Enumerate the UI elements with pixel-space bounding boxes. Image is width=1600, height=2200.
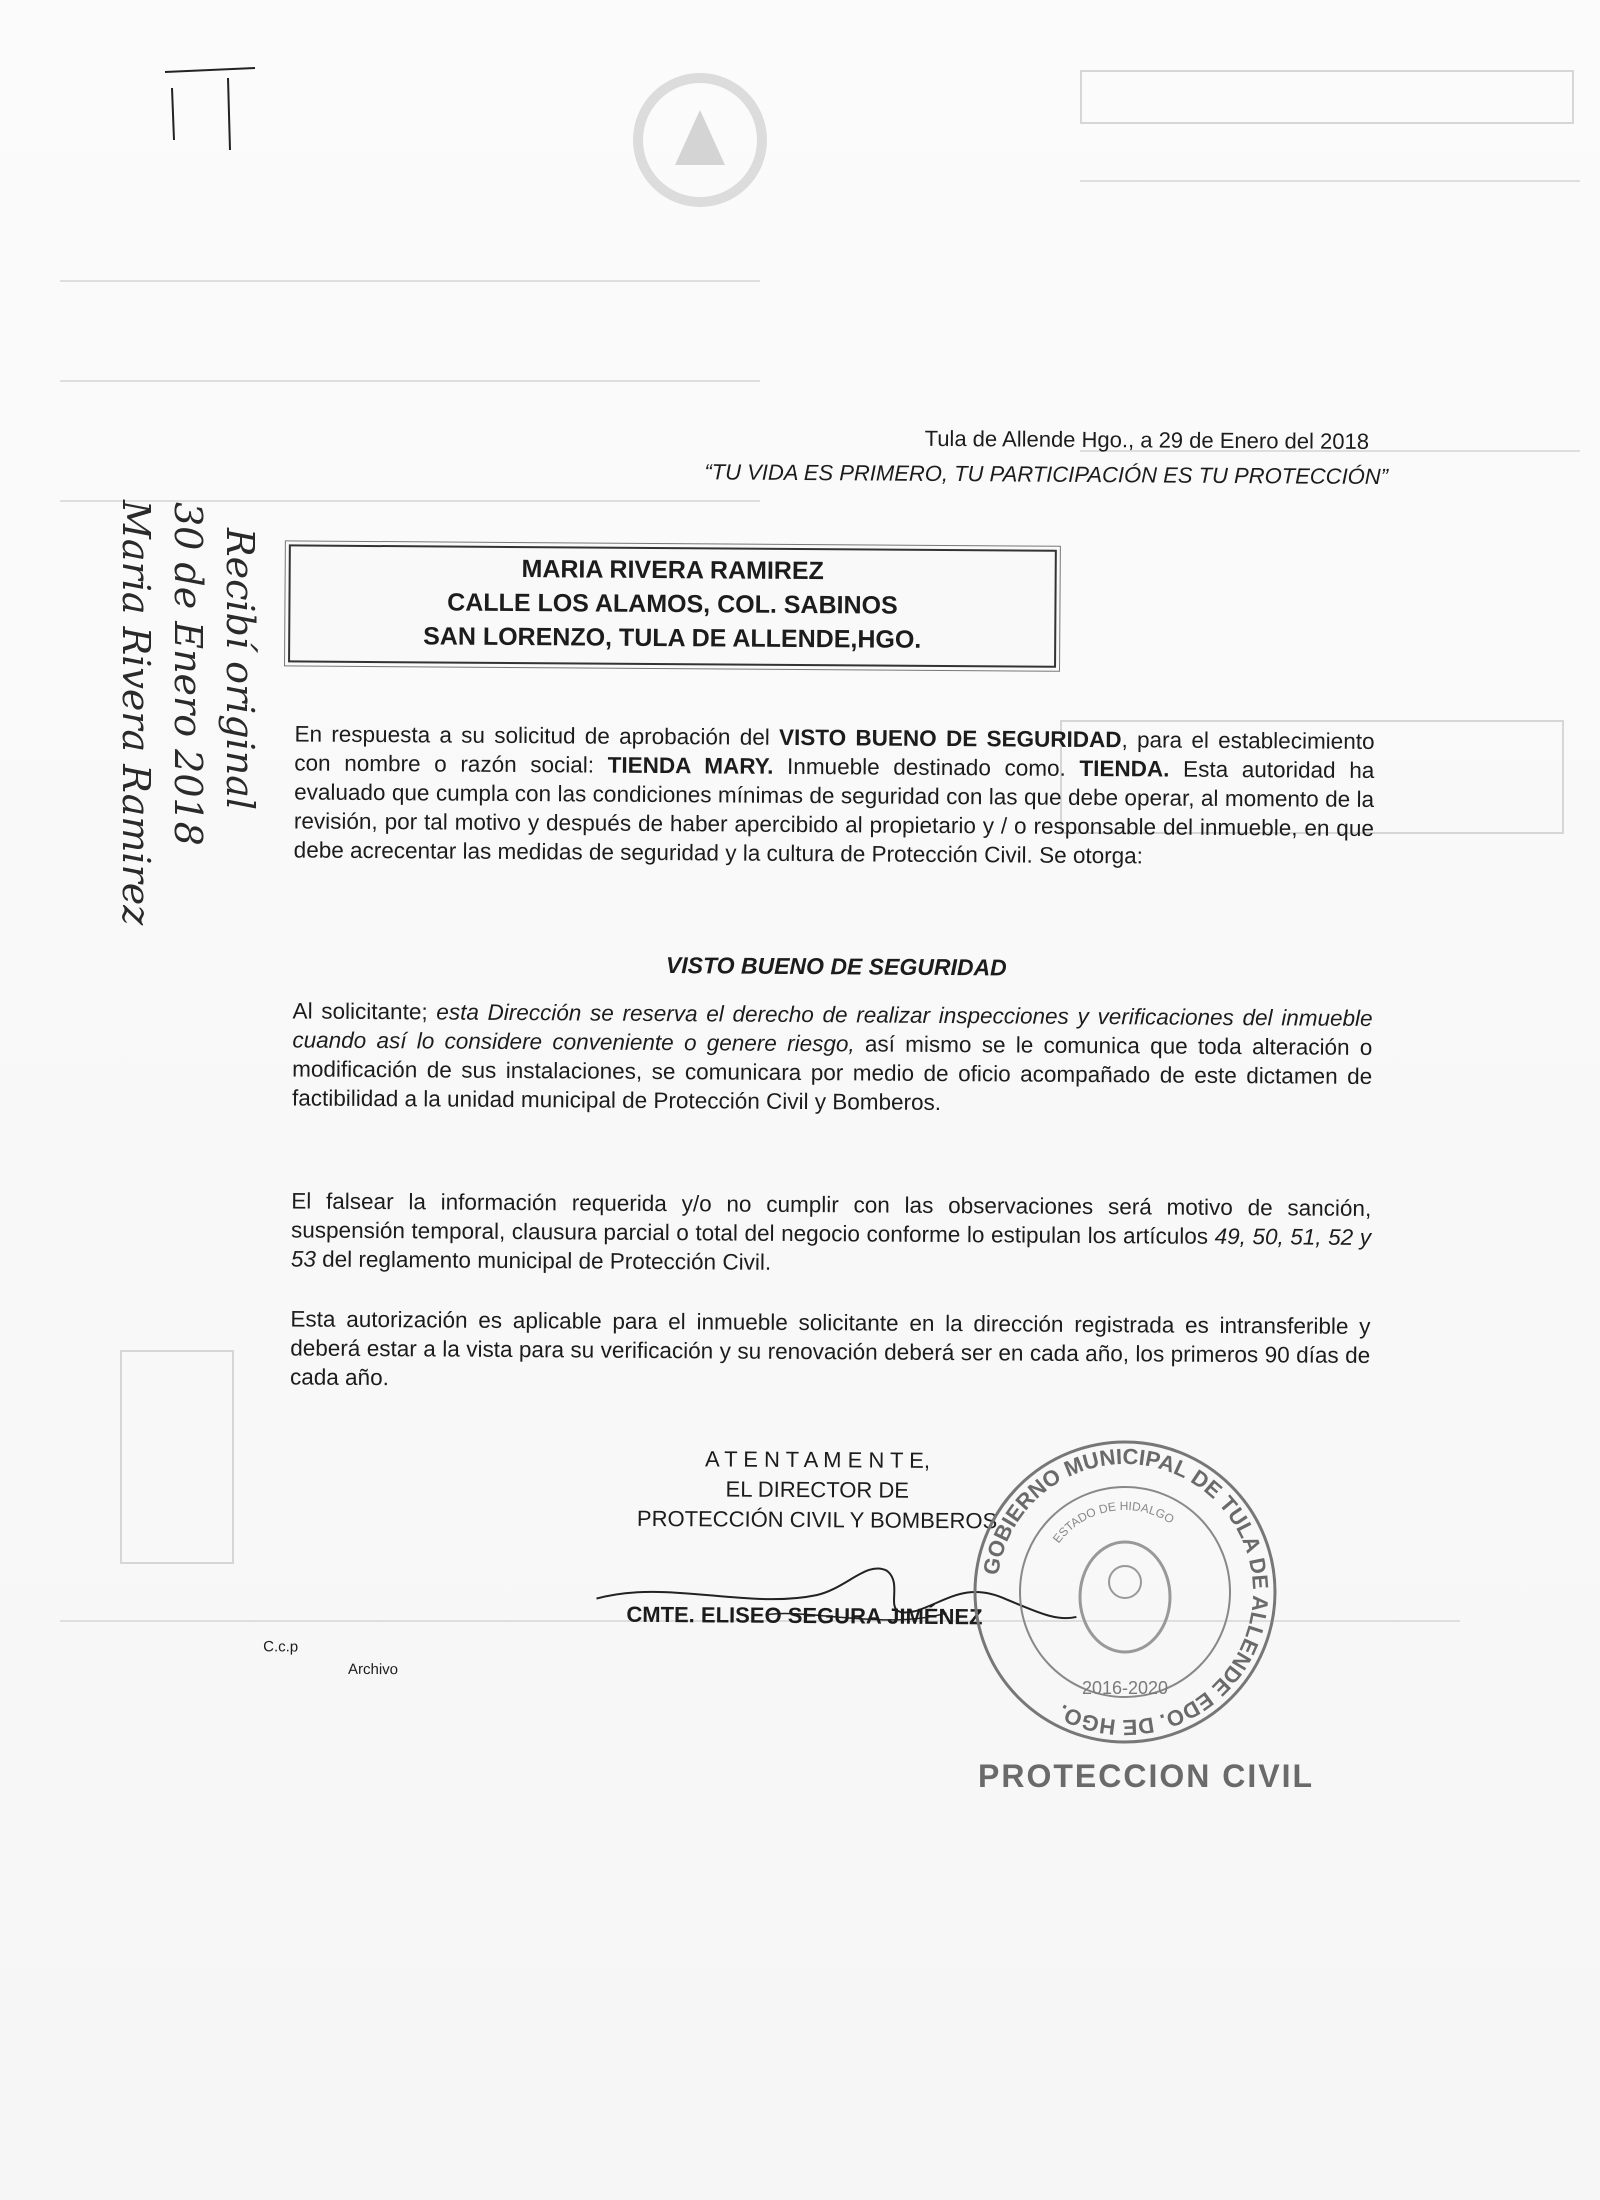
bold-run: VISTO BUENO DE SEGURIDAD xyxy=(778,724,1122,753)
paragraph-inspections xyxy=(292,996,1373,1120)
official-seal-icon xyxy=(965,1432,1285,1752)
signature-block xyxy=(622,1444,1013,1537)
text-run: del reglamento municipal de Protección Civil. xyxy=(315,1246,772,1275)
motto: “TU VIDA ES PRIMERO, TU PARTICIPACIÓN ES TU PROTECCIÓN” xyxy=(704,459,1389,490)
archive-label: Archivo xyxy=(347,1660,399,1679)
handwritten-line: 30 de Enero 2018 xyxy=(166,502,210,846)
addressee-box xyxy=(288,544,1057,667)
place-date: Tula de Allende Hgo., a 29 de Enero del 2018 xyxy=(924,425,1370,454)
addressee-city: SAN LORENZO, TULA DE ALLENDE,HGO. xyxy=(423,622,922,654)
seal-years: 2016-2020 xyxy=(1081,1678,1169,1698)
bold-run: TIENDA. xyxy=(1079,755,1170,782)
handwritten-line: Recibí original xyxy=(218,528,262,811)
text-run: , para el establecimiento con nombre o razón social: xyxy=(294,727,1375,778)
text-run: así mismo se le comunica que toda alteración o modificación de sus instalaciones, se comunicara por medio de oficio acompañado de este dictamen de factibilidad a la unidad municipal de Protección Civil y Bomberos. xyxy=(291,1031,1373,1115)
text-run: Inmueble destinado como. xyxy=(773,753,1080,781)
text-run: En respuesta a su solicitud de aprobación del xyxy=(294,721,780,750)
ccp-label: C.c.p xyxy=(263,1638,299,1656)
seal-inner-text: ESTADO DE HIDALGO xyxy=(1049,1498,1177,1546)
addressee-name: MARIA RIVERA RAMIREZ xyxy=(521,555,824,586)
paragraph-validity: Esta autorización es aplicable para el inmueble solicitante en la dirección registrada es intransferible y deberá estar a la vista para su verificación y su renovación deberá ser en cada año, los primeros 90 días de cada año. xyxy=(289,1306,1371,1391)
paragraph-request xyxy=(294,719,1375,872)
italic-run: 49, 50, 51, 52 y 53 xyxy=(290,1223,1372,1272)
text-run: Esta autoridad ha evaluado que cumpla con las condiciones mínimas de seguridad con las que debe operar, al momento de la revisión, por tal motivo y después de haber apercibido al propietario y / o responsable del inmueble, en que debe acrecentar las medidas de seguridad y la cultura de Protección Civil. Se otorga: xyxy=(293,756,1375,869)
seal-outer-text: GOBIERNO MUNICIPAL DE TULA DE ALLENDE EDO. DE HGO. xyxy=(978,1443,1274,1741)
italic-run: esta Dirección se reserva el derecho de realizar inspecciones y verificaciones del inmueble cuando así lo considere conveniente o genere riesgo, xyxy=(292,999,1373,1057)
signer-title: EL DIRECTOR DE xyxy=(725,1476,910,1503)
bold-run: TIENDA MARY. xyxy=(607,752,774,779)
addressee-street: CALLE LOS ALAMOS, COL. SABINOS xyxy=(447,588,898,620)
signer-name: CMTE. ELISEO SEGURA JIMÉNEZ xyxy=(626,1601,983,1630)
handwritten-line: Maria Rivera Ramirez xyxy=(114,500,158,926)
grant-title: VISTO BUENO DE SEGURIDAD xyxy=(665,952,1007,981)
text-run: Al solicitante; xyxy=(292,998,437,1025)
paragraph-sanctions xyxy=(291,1186,1372,1281)
text-run: El falsear la información requerida y/o no cumplir con las observaciones será motivo de sanción, suspensión temporal, clausura parcial o total del negocio conforme lo estipulan los artículos xyxy=(290,1188,1372,1249)
protection-civil-stamp: PROTECCION CIVIL xyxy=(978,1758,1315,1794)
signer-department: PROTECCIÓN CIVIL Y BOMBEROS xyxy=(636,1505,998,1534)
svg-text:ESTADO DE HIDALGO xyxy=(1050,1499,1177,1546)
closing: A T E N T A M E N T E, xyxy=(704,1446,931,1473)
